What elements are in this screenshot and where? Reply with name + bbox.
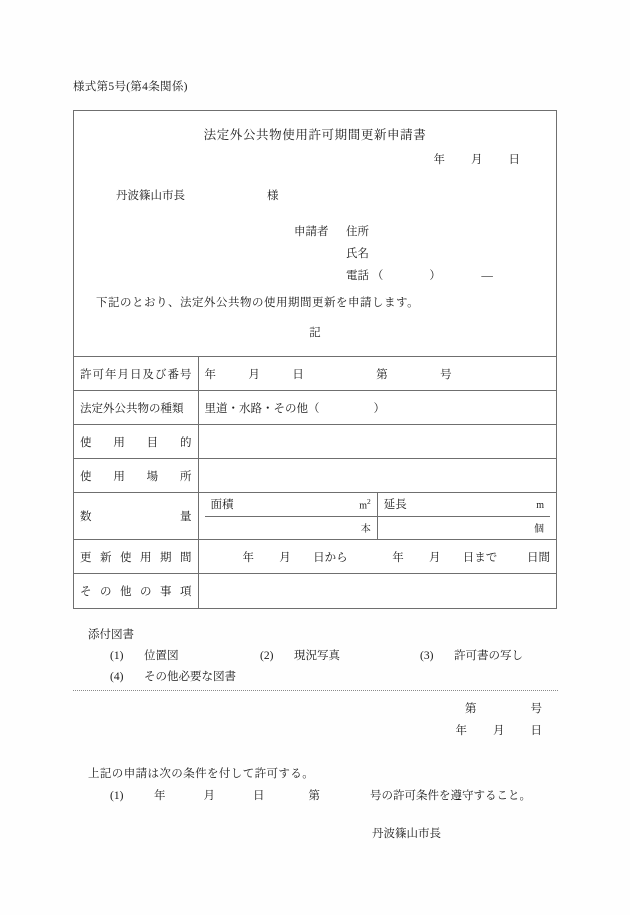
permit-number-prefix: 第 — [465, 703, 477, 715]
label-purpose: 使用目的 — [74, 425, 198, 459]
permit-date-line — [456, 722, 543, 738]
attachment-label-3: 許可書の写し — [454, 650, 523, 662]
table-row-place — [74, 459, 556, 493]
applicant-label: 申請者 — [294, 226, 329, 238]
length-unit: m — [536, 500, 544, 512]
attachments-line-1 — [88, 646, 523, 667]
piece-unit: 個 — [534, 524, 544, 536]
area-unit — [359, 497, 371, 511]
value-purpose[interactable] — [198, 425, 556, 459]
quantity-subtable — [205, 493, 551, 539]
length-label: 延長 — [383, 499, 407, 512]
attachment-label-4: その他必要な図書 — [144, 671, 236, 683]
document-title: 法定外公共物使用許可期間更新申請書 — [203, 128, 427, 142]
applicant-name-label: 氏名 — [346, 248, 369, 260]
area-label: 面積 — [210, 499, 234, 512]
kind-close-paren: ） — [373, 402, 385, 415]
applicant-block — [294, 221, 493, 287]
addressee-line — [116, 187, 279, 203]
attachments-block — [88, 625, 523, 688]
table-row-quantity — [74, 493, 556, 540]
period-from-day: 日から — [313, 551, 348, 564]
area-unit-exponent: 2 — [367, 496, 371, 506]
value-place[interactable] — [198, 459, 556, 493]
submission-day-label: 日 — [508, 154, 520, 166]
permit-statement: 上記の申請は次の条件を付して許可する。 — [88, 768, 315, 780]
tel-open-paren: （ — [371, 270, 384, 282]
permit-condition-number: (1) — [110, 790, 124, 802]
period-to-day: 日まで — [462, 551, 498, 564]
attachment-label-2: 現況写真 — [294, 650, 340, 662]
quantity-row-area — [205, 493, 551, 516]
label-permit-date: 許可年月日及び番号 — [74, 357, 198, 391]
table-row-kind — [74, 391, 556, 425]
table-row-permit-date — [74, 357, 556, 391]
quantity-cell-area[interactable] — [205, 493, 378, 516]
quantity-row-count — [205, 516, 551, 539]
applicant-tel-row — [294, 265, 493, 287]
value-period — [198, 540, 556, 574]
attachment-item-1 — [110, 646, 260, 667]
permit-day-label: 日 — [292, 368, 305, 381]
quantity-cell-count[interactable] — [205, 516, 378, 539]
applicant-address-label: 住所 — [346, 226, 369, 238]
permit-month-label: 月 — [248, 368, 261, 381]
table-row-purpose — [74, 425, 556, 459]
form-header — [74, 111, 556, 356]
request-statement: 下記のとおり、法定外公共物の使用期間更新を申請します。 — [96, 297, 420, 309]
condition-no-prefix: 第 — [308, 790, 320, 802]
permit-condition-line — [110, 787, 531, 803]
tel-close-paren: ） — [429, 270, 441, 282]
tel-dash: — — [481, 270, 493, 282]
label-place: 使用場所 — [74, 459, 198, 493]
addressee-name: 丹波篠山市長 — [116, 190, 185, 202]
permit-issue-day: 日 — [530, 725, 542, 737]
label-other: その他の事項 — [74, 574, 198, 608]
label-kind: 法定外公共物の種類 — [74, 391, 198, 425]
permit-no-prefix: 第 — [376, 368, 389, 381]
period-from-month: 月 — [279, 551, 291, 564]
condition-tail-text: 号の許可条件を遵守すること。 — [370, 790, 531, 802]
submission-month-label: 月 — [471, 154, 483, 166]
value-kind — [198, 391, 556, 425]
attachment-item-4 — [110, 667, 236, 688]
tear-off-divider — [73, 690, 558, 691]
condition-year: 年 — [154, 790, 166, 802]
table-row-period — [74, 540, 556, 574]
value-other[interactable] — [198, 574, 556, 608]
permit-number-line — [465, 700, 542, 716]
submission-date-line — [434, 151, 521, 167]
applicant-name-row — [294, 243, 493, 265]
attachment-item-3 — [420, 646, 523, 667]
table-row-other — [74, 574, 556, 608]
period-to-year: 年 — [392, 551, 404, 564]
area-unit-base: m — [359, 500, 367, 512]
attachment-item-2 — [260, 646, 420, 667]
attachment-number-3: (3) — [420, 650, 434, 662]
condition-month: 月 — [203, 790, 215, 802]
quantity-cell-length[interactable] — [377, 493, 550, 516]
count-unit: 本 — [360, 524, 371, 536]
attachment-number-2: (2) — [260, 650, 274, 662]
attachments-line-2 — [88, 667, 523, 688]
period-total-days: 日間 — [527, 551, 550, 564]
kiji-marker: 記 — [309, 327, 321, 339]
label-period: 更新使用期間 — [74, 540, 198, 574]
label-quantity: 数量 — [74, 493, 198, 540]
attachment-label-1: 位置図 — [144, 650, 179, 662]
addressee-honorific: 様 — [267, 190, 279, 202]
application-form-box — [73, 110, 557, 609]
kind-options: 里道・水路・その他（ — [204, 402, 320, 415]
attachment-number-4: (4) — [110, 671, 124, 683]
permit-issue-month: 月 — [493, 725, 505, 737]
attachments-title: 添付図書 — [88, 629, 134, 641]
condition-day: 日 — [253, 790, 265, 802]
permit-year-label: 年 — [204, 368, 217, 381]
permit-issue-year: 年 — [455, 725, 467, 737]
period-to-month: 月 — [428, 551, 441, 564]
issuer-signature: 丹波篠山市長 — [372, 828, 441, 840]
permit-number-suffix: 号 — [530, 703, 542, 715]
permit-no-suffix: 号 — [440, 368, 453, 381]
quantity-cell-piece[interactable] — [377, 516, 550, 539]
applicant-address-row — [294, 221, 493, 243]
period-from-year: 年 — [242, 551, 254, 564]
attachment-number-1: (1) — [110, 650, 124, 662]
value-quantity — [198, 493, 556, 540]
form-number: 様式第5号(第4条関係) — [73, 81, 188, 93]
applicant-tel-label: 電話 — [346, 270, 369, 282]
submission-year-label: 年 — [433, 154, 445, 166]
application-detail-table — [74, 356, 556, 608]
value-permit-date — [198, 357, 556, 391]
